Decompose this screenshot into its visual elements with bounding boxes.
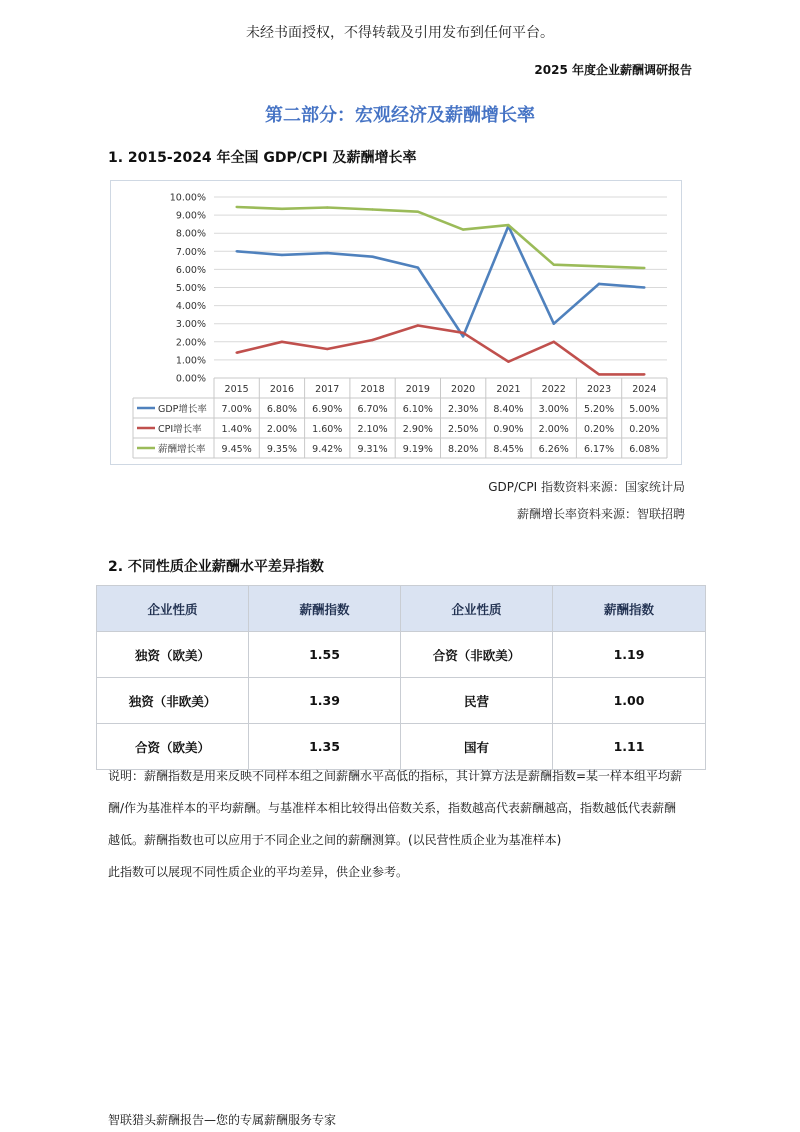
- company-type-cell: 独资（非欧美）: [97, 678, 249, 724]
- data-point: [507, 224, 509, 226]
- salary-index-cell: 1.11: [553, 724, 706, 770]
- x-tick-label: 2018: [360, 384, 385, 395]
- table-row: [97, 632, 706, 678]
- x-tick-label: 2020: [451, 384, 476, 395]
- data-point: [553, 263, 555, 265]
- company-type-cell: 合资（欧美）: [97, 724, 249, 770]
- x-tick-label: 2019: [405, 384, 430, 395]
- data-label: 9.42%: [312, 444, 343, 455]
- x-tick-label: 2017: [315, 384, 340, 395]
- data-point: [281, 208, 283, 210]
- data-point: [643, 267, 645, 269]
- chart-svg: [111, 181, 681, 464]
- data-label: 2.30%: [448, 404, 479, 415]
- series-line: [237, 207, 645, 268]
- legend-label: 薪酬增长率: [158, 444, 206, 455]
- data-label: 3.00%: [538, 404, 569, 415]
- y-tick-label: 10.00%: [169, 192, 206, 204]
- salary-index-cell: 1.00: [553, 678, 706, 724]
- data-label: 2.50%: [448, 424, 479, 435]
- data-label: 6.70%: [357, 404, 388, 415]
- data-point: [371, 208, 373, 210]
- part-title: 第二部分：宏观经济及薪酬增长率: [265, 105, 535, 126]
- legend-label: CPI增长率: [158, 424, 202, 435]
- data-label: 8.45%: [493, 444, 524, 455]
- data-point: [326, 206, 328, 208]
- data-label: 1.60%: [312, 424, 343, 435]
- salary-index-cell: 1.55: [249, 632, 401, 678]
- y-tick-label: 8.00%: [175, 228, 206, 240]
- section2-title: 2. 不同性质企业薪酬水平差异指数: [108, 559, 324, 575]
- data-label: 2.00%: [266, 424, 298, 435]
- y-tick-label: 9.00%: [175, 210, 206, 222]
- note-line: 越低。薪酬指数也可以应用于不同企业之间的薪酬测算。(以民营性质企业为基准样本): [108, 833, 562, 847]
- data-point: [553, 341, 555, 343]
- y-tick-label: 4.00%: [175, 301, 206, 313]
- data-point: [462, 335, 464, 337]
- legend-label: GDP增长率: [158, 404, 207, 415]
- x-tick-label: 2022: [541, 384, 566, 395]
- data-label: 6.80%: [266, 404, 298, 415]
- data-label: 5.00%: [629, 404, 660, 415]
- x-tick-label: 2024: [632, 384, 657, 395]
- y-tick-label: 6.00%: [175, 264, 206, 276]
- footer-slogan: 智联猎头薪酬报告—您的专属薪酬服务专家: [108, 1113, 337, 1127]
- data-label: 6.90%: [312, 404, 343, 415]
- data-label: 0.90%: [493, 424, 524, 435]
- data-label: 2.00%: [538, 424, 569, 435]
- section1-title: 1. 2015-2024 年全国 GDP/CPI 及薪酬增长率: [108, 150, 417, 166]
- y-tick-label: 7.00%: [175, 246, 206, 258]
- data-point: [235, 351, 237, 353]
- data-point: [371, 256, 373, 258]
- data-label: 1.40%: [221, 424, 252, 435]
- data-label: 8.20%: [448, 444, 479, 455]
- y-tick-label: 3.00%: [175, 319, 206, 331]
- data-label: 2.90%: [402, 424, 433, 435]
- data-label: 6.08%: [629, 444, 660, 455]
- source-gdp-cpi: GDP/CPI 指数资料来源：国家统计局: [488, 480, 685, 494]
- header-company-type: 企业性质: [97, 586, 249, 632]
- data-point: [462, 228, 464, 230]
- data-label: 9.45%: [221, 444, 252, 455]
- salary-index-cell: 1.39: [249, 678, 401, 724]
- data-label: 0.20%: [629, 424, 660, 435]
- data-label: 6.17%: [583, 444, 615, 455]
- growth-rate-chart: [110, 180, 682, 465]
- data-label: 7.00%: [221, 404, 252, 415]
- note-line: 说明：薪酬指数是用来反映不同样本组之间薪酬水平高低的指标，其计算方法是薪酬指数=某一样本组平均薪: [108, 769, 683, 783]
- data-point: [643, 286, 645, 288]
- data-label: 9.31%: [357, 444, 388, 455]
- salary-index-cell: 1.19: [553, 632, 706, 678]
- data-label: 2.10%: [357, 424, 388, 435]
- header-salary-index: 薪酬指数: [553, 586, 706, 632]
- company-type-cell: 合资（非欧美）: [401, 632, 553, 678]
- data-point: [281, 254, 283, 256]
- watermark-notice: 未经书面授权，不得转载及引用发布到任何平台。: [246, 25, 554, 41]
- data-label: 9.19%: [402, 444, 433, 455]
- y-tick-label: 5.00%: [175, 283, 206, 294]
- data-point: [553, 323, 555, 325]
- header-company-type: 企业性质: [401, 586, 553, 632]
- x-tick-label: 2021: [496, 384, 521, 395]
- data-point: [417, 210, 419, 212]
- note-line: 此指数可以展现不同性质企业的平均差异，供企业参考。: [108, 865, 409, 879]
- data-point: [598, 283, 600, 285]
- company-type-cell: 民营: [401, 678, 553, 724]
- y-tick-label: 2.00%: [175, 337, 206, 349]
- series-line: [237, 326, 645, 375]
- source-salary: 薪酬增长率资料来源：智联招聘: [516, 507, 685, 521]
- data-label: 8.40%: [493, 404, 524, 415]
- header-salary-index: 薪酬指数: [249, 586, 401, 632]
- data-point: [417, 266, 419, 268]
- data-label: 9.35%: [266, 444, 298, 455]
- x-tick-label: 2016: [269, 384, 295, 395]
- y-tick-label: 0.00%: [175, 373, 206, 385]
- table-header-row: [97, 586, 706, 632]
- data-point: [507, 361, 509, 363]
- data-point: [462, 332, 464, 334]
- note-line: 酬/作为基准样本的平均薪酬。与基准样本相比较得出倍数关系，指数越高代表薪酬越高，指数越低代表薪酬: [108, 801, 677, 815]
- salary-index-table: [96, 585, 706, 770]
- report-title: 2025 年度企业薪酬调研报告: [534, 63, 692, 77]
- y-tick-label: 1.00%: [175, 355, 206, 367]
- data-point: [417, 324, 419, 326]
- data-point: [235, 250, 237, 252]
- table-row: [97, 678, 706, 724]
- data-label: 6.26%: [538, 444, 569, 455]
- series-line: [237, 226, 645, 336]
- data-label: 6.10%: [402, 404, 433, 415]
- data-point: [598, 373, 600, 375]
- data-point: [371, 339, 373, 341]
- data-label: 0.20%: [583, 424, 615, 435]
- x-tick-label: 2023: [586, 384, 612, 395]
- data-point: [643, 373, 645, 375]
- data-point: [598, 265, 600, 267]
- data-label: 5.20%: [583, 404, 615, 415]
- salary-index-cell: 1.35: [249, 724, 401, 770]
- data-point: [326, 252, 328, 254]
- x-tick-label: 2015: [224, 384, 249, 395]
- data-point: [235, 206, 237, 208]
- company-type-cell: 国有: [401, 724, 553, 770]
- data-point: [326, 348, 328, 350]
- company-type-cell: 独资（欧美）: [97, 632, 249, 678]
- data-point: [281, 341, 283, 343]
